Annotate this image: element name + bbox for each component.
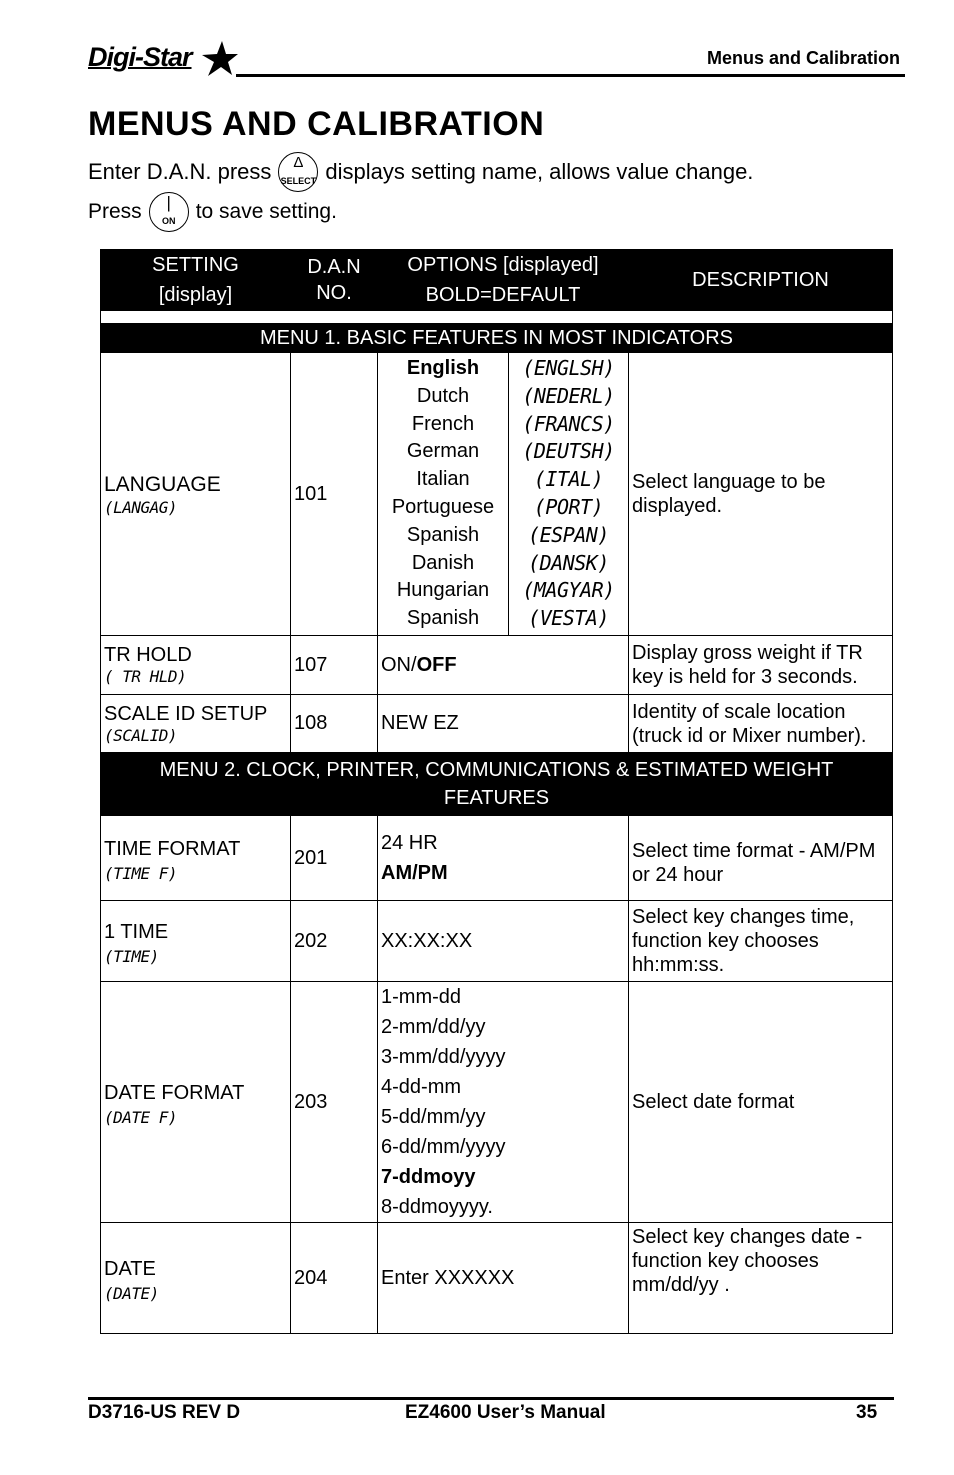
logo-text: Digi-Star [88, 42, 192, 72]
power-bar-icon: | [166, 193, 171, 212]
menu2-title: MENU 2. CLOCK, PRINTER, COMMUNICATIONS & ESTIMATED WEIGHT FEATURES [101, 753, 893, 816]
intro-text-2b: to save setting. [195, 200, 337, 223]
option-item: German [406, 440, 480, 463]
setting-cell [101, 695, 291, 753]
option-on: ON/ [381, 653, 417, 676]
description-cell: Identity of scale location (truck id or Mixer number). [629, 695, 893, 753]
options-cell: XX:XX:XX [378, 901, 629, 982]
option-item: Hungarian [396, 579, 490, 602]
description-cell: Select key changes date - function key chooses mm/dd/yy . [629, 1223, 893, 1334]
setting-name: SCALE ID SETUP [104, 702, 268, 725]
intro-text-2a: Press [88, 200, 142, 223]
dan-cell: 203 [291, 982, 378, 1223]
select-button-icon [278, 152, 318, 192]
option-item: 4-dd-mm [381, 1076, 462, 1098]
setting-cell [101, 901, 291, 982]
table-row [101, 1223, 893, 1334]
option-off-default: OFF [416, 653, 457, 676]
options-cell: Enter XXXXXX [378, 1223, 629, 1334]
setting-cell [101, 816, 291, 901]
setting-name: TR HOLD [104, 644, 192, 666]
footer-page-number: 35 [856, 1402, 878, 1423]
setting-cell [101, 982, 291, 1223]
on-button-icon [149, 192, 189, 232]
intro-text-1b: displays setting name, allows value change. [325, 159, 754, 184]
setting-display: (SCALID) [104, 725, 178, 745]
triangle-icon: Δ [293, 154, 304, 171]
option-ampm-default: AM/PM [381, 862, 448, 884]
setting-display: (TIME F) [104, 863, 178, 883]
on-button-label: ON [161, 216, 176, 226]
dan-cell: 101 [291, 353, 378, 636]
section-title: Menus and Calibration [706, 48, 900, 68]
menu2-row [101, 753, 893, 816]
setting-display: (LANGAG) [104, 498, 178, 517]
dan-cell: 204 [291, 1223, 378, 1334]
setting-name: TIME FORMAT [104, 837, 241, 860]
option-display: (DEUTSH) [522, 439, 615, 464]
options-cell: NEW EZ [378, 695, 629, 753]
table-row [101, 816, 893, 901]
header-description: DESCRIPTION [629, 250, 893, 311]
setting-name: DATE FORMAT [104, 1081, 245, 1104]
option-item: English [406, 357, 480, 380]
option-display-cell [509, 353, 629, 636]
table-row [101, 901, 893, 982]
table-row [101, 636, 893, 695]
setting-display: ( TR HLD) [104, 667, 187, 686]
footer-rule [88, 1397, 894, 1400]
option-item: 3-mm/dd/yyyy [381, 1046, 506, 1068]
option-item-default: 7-ddmoyy [381, 1166, 476, 1188]
intro-text-1a: Enter D.A.N. press [88, 159, 272, 184]
dan-cell: 107 [291, 636, 378, 695]
spacer-row [101, 311, 893, 324]
intro-line-1 [88, 152, 753, 192]
option-item: 1-mm-dd [381, 986, 462, 1008]
setting-display: (DATE) [104, 1283, 159, 1303]
header-rule [236, 74, 905, 77]
option-item: 8-ddmoyyyy. [381, 1196, 493, 1218]
table-row [101, 695, 893, 753]
description-cell: Select time format - AM/PM or 24 hour [629, 816, 893, 901]
option-item: French [411, 412, 475, 435]
menu1-title: MENU 1. BASIC FEATURES IN MOST INDICATORS [101, 324, 893, 353]
option-item: Spanish [406, 607, 480, 630]
option-item: 2-mm/dd/yy [381, 1016, 486, 1038]
option-item: 5-dd/mm/yy [381, 1106, 486, 1128]
option-display: (PORT) [533, 495, 604, 519]
setting-display: (DATE F) [104, 1107, 178, 1127]
option-item: 6-dd/mm/yyyy [381, 1136, 506, 1158]
options-cell [378, 636, 629, 695]
setting-name: 1 TIME [104, 920, 169, 943]
option-item: Dutch [416, 384, 470, 407]
option-display: (NEDERL) [522, 383, 615, 408]
page-title: MENUS AND CALIBRATION [88, 105, 545, 143]
menu1-row [101, 324, 893, 353]
footer-doc-id: D3716-US REV D [88, 1402, 241, 1423]
header-setting: SETTING [display] [101, 250, 291, 311]
settings-table [100, 249, 893, 1334]
description-cell: Display gross weight if TR key is held for 3 seconds. [629, 636, 893, 695]
option-item: Spanish [406, 523, 480, 546]
option-24hr: 24 HR [381, 832, 438, 854]
options-cell [378, 982, 629, 1223]
option-display: (ENGLSH) [522, 356, 615, 381]
option-item: Danish [411, 551, 475, 574]
setting-cell [101, 636, 291, 695]
option-item: Italian [416, 468, 470, 491]
option-display: (MAGYAR) [522, 578, 615, 603]
digi-star-logo [88, 44, 192, 71]
dan-cell: 202 [291, 901, 378, 982]
option-display: (ITAL) [533, 467, 604, 492]
option-display: (ESPAN) [528, 522, 609, 547]
intro-line-2 [88, 192, 337, 232]
table-row [101, 982, 893, 1223]
setting-display: (TIME) [104, 946, 159, 966]
table-header-row [101, 250, 893, 311]
setting-name: LANGUAGE [104, 473, 221, 496]
description-cell: Select language to be displayed. [629, 353, 893, 636]
setting-name: DATE [104, 1257, 156, 1280]
header-options: OPTIONS [displayed] BOLD=DEFAULT [378, 250, 629, 311]
description-cell: Select key changes time, function key chooses hh:mm:ss. [629, 901, 893, 982]
options-cell [378, 816, 629, 901]
option-display: (FRANCS) [522, 411, 615, 436]
option-item: Portuguese [391, 496, 495, 518]
star-icon [198, 41, 238, 77]
select-button-label: SELECT [280, 176, 317, 186]
dan-cell: 108 [291, 695, 378, 753]
table-row [101, 353, 893, 636]
dan-cell: 201 [291, 816, 378, 901]
header-dan: D.A.N NO. [291, 250, 378, 311]
setting-cell [101, 353, 291, 636]
description-cell: Select date format [629, 982, 893, 1223]
setting-cell [101, 1223, 291, 1334]
options-cell [378, 353, 509, 636]
option-display: (VESTA) [528, 606, 609, 631]
footer-manual-title: EZ4600 User’s Manual [405, 1402, 606, 1423]
option-display: (DANSK) [528, 550, 609, 575]
